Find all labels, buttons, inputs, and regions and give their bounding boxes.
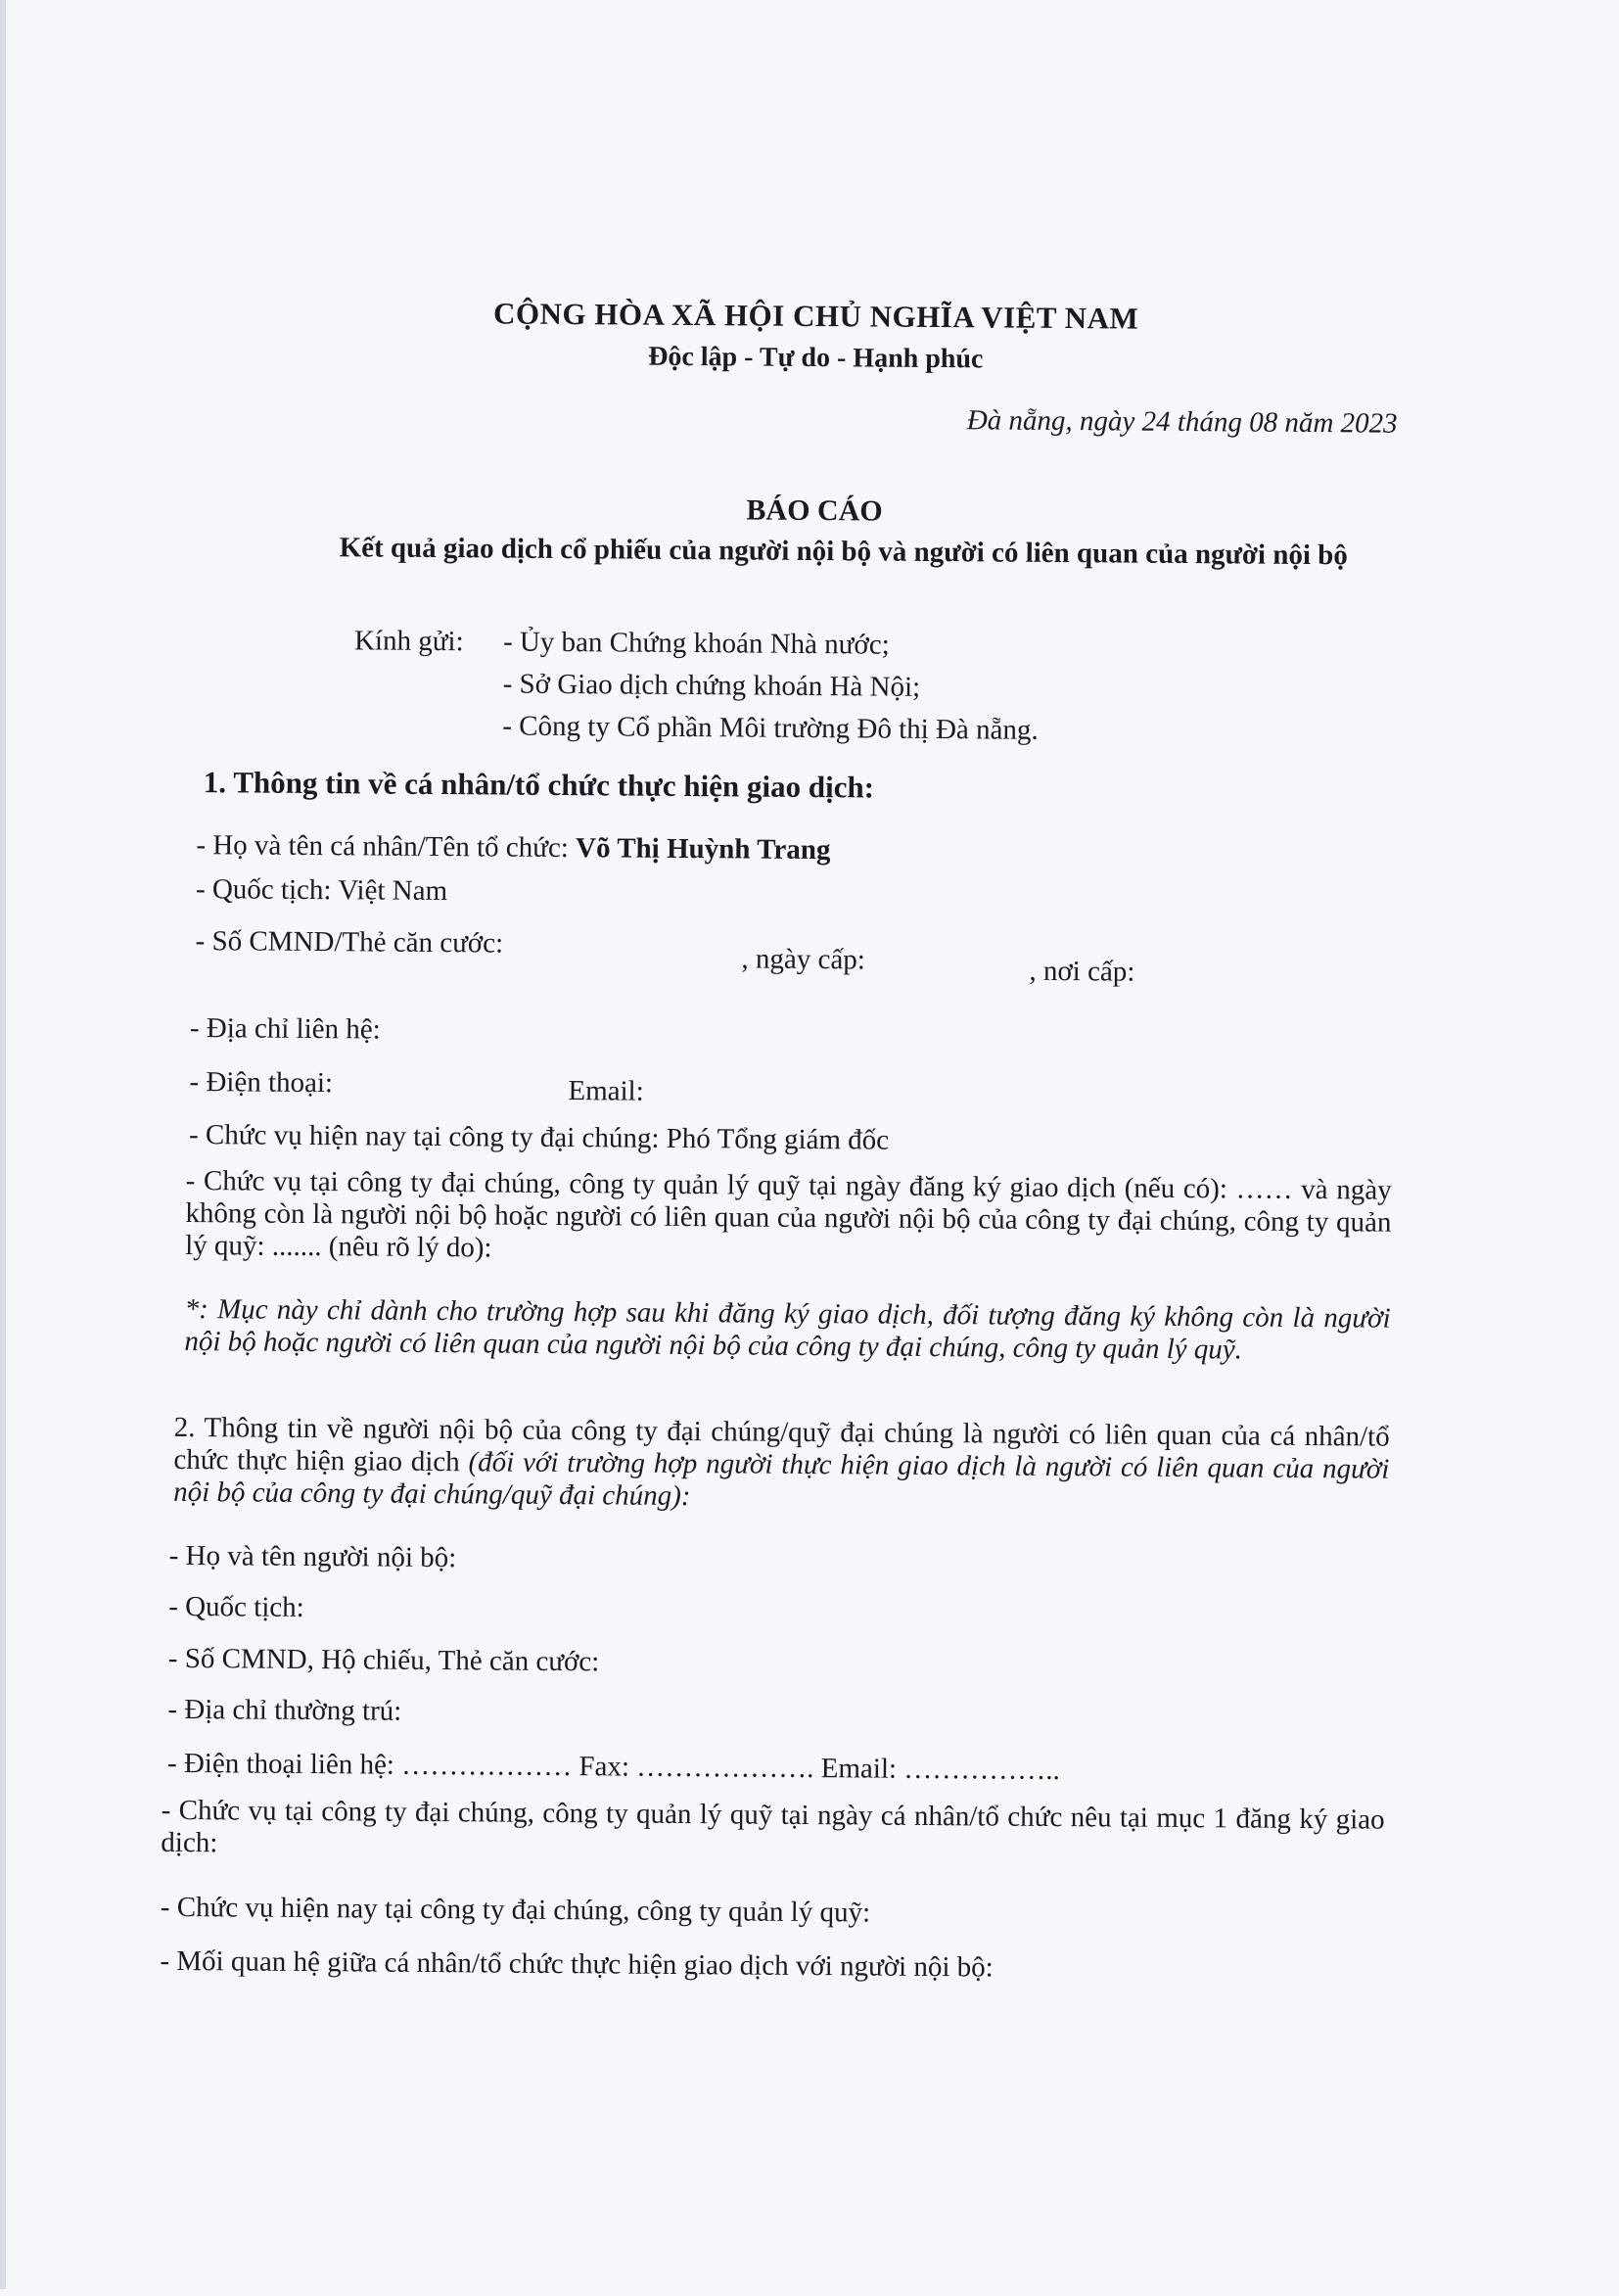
issue-place-label: , nơi cấp: bbox=[1029, 955, 1135, 988]
insider-nationality-row: - Quốc tịch: bbox=[168, 1590, 304, 1623]
name-label: - Họ và tên cá nhân/Tên tổ chức: bbox=[196, 829, 569, 865]
national-title: CỘNG HÒA XÃ HỘI CHỦ NGHĨA VIỆT NAM bbox=[492, 296, 1139, 336]
report-title: BÁO CÁO bbox=[746, 493, 883, 528]
insider-position-now: - Chức vụ hiện nay tại công ty đại chúng, công ty quản lý quỹ: bbox=[160, 1891, 871, 1929]
name-value: Võ Thị Huỳnh Trang bbox=[575, 832, 831, 867]
insider-name-row: - Họ và tên người nội bộ: bbox=[168, 1539, 457, 1574]
position-now-row: - Chức vụ hiện nay tại công ty đại chúng: Phó Tổng giám đốc bbox=[188, 1119, 890, 1156]
insider-contact-row: - Điện thoại liên hệ: ……………… Fax: ………………. Email: …………….. bbox=[166, 1747, 1060, 1787]
section2-intro bbox=[173, 1412, 1390, 1519]
insider-relationship: - Mối quan hệ giữa cá nhân/tổ chức thực hiện giao dịch với người nội bộ: bbox=[160, 1945, 994, 1984]
address-row: - Địa chỉ liên hệ: bbox=[189, 1012, 381, 1046]
nationality-row: - Quốc tịch: Việt Nam bbox=[195, 873, 448, 908]
recipients-label: Kính gửi: bbox=[353, 625, 464, 658]
insider-position-registration: - Chức vụ tại công ty đại chúng, công ty quản lý quỹ tại ngày cá nhân/tổ chức nêu tại mục 1 đăng ký giao dịch: bbox=[161, 1794, 1385, 1859]
issue-date-label: , ngày cấp: bbox=[741, 943, 866, 976]
phone-label: - Điện thoại: bbox=[189, 1066, 334, 1100]
section2-intro-italic: (đối với trường hợp người thực hiện giao dịch là người có liên quan của người nội bộ của công ty đại chúng/quỹ đại chúng): bbox=[173, 1446, 1390, 1513]
recipient-item: - Sở Giao dịch chứng khoán Hà Nội; bbox=[502, 668, 921, 703]
section1-heading: 1. Thông tin về cá nhân/tổ chức thực hiện giao dịch: bbox=[203, 765, 875, 805]
email-label: Email: bbox=[568, 1075, 644, 1107]
note-paragraph: *: Mục này chỉ dành cho trường hợp sau khi đăng ký giao dịch, đối tượng đăng ký không còn là người nội bộ hoặc người có liên quan của người nội bộ của công ty đại chúng, công ty quản lý quỹ. bbox=[184, 1292, 1391, 1366]
name-row bbox=[196, 827, 830, 868]
insider-address-row: - Địa chỉ thường trú: bbox=[167, 1693, 402, 1727]
national-motto: Độc lập - Tự do - Hạnh phúc bbox=[648, 341, 984, 375]
date-line: Đà nẵng, ngày 24 tháng 08 năm 2023 bbox=[966, 404, 1398, 440]
insider-id-row: - Số CMND, Hộ chiếu, Thẻ căn cước: bbox=[167, 1642, 600, 1678]
position-registration-paragraph: - Chức vụ tại công ty đại chúng, công ty quản lý quỹ tại ngày đăng ký giao dịch (nếu có): …… và ngày không còn là người nội bộ hoặc người có liên quan của người nội bộ của công ty đại chúng, công ty quản lý quỹ: ....... (nêu rõ lý do): bbox=[185, 1164, 1392, 1264]
report-subtitle: Kết quả giao dịch cổ phiếu của người nội bộ và người có liên quan của người nội bộ bbox=[339, 532, 1348, 572]
id-label: - Số CMND/Thẻ căn cước: bbox=[195, 925, 504, 960]
recipient-item: - Ủy ban Chứng khoán Nhà nước; bbox=[502, 626, 890, 661]
recipient-item: - Công ty Cổ phần Môi trường Đô thị Đà nẵng. bbox=[502, 710, 1039, 746]
section2-intro-text: 2. Thông tin về người nội bộ của công ty đại chúng/quỹ đại chúng là người có liên quan của cá nhân/tổ chức thực hiện giao dịch bbox=[173, 1411, 1390, 1478]
